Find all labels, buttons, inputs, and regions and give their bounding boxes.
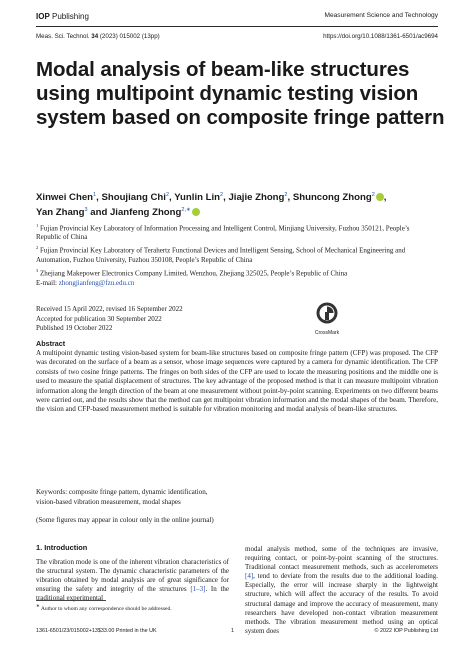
- citation: Meas. Sci. Technol. 34 (2023) 015002 (13pp): [36, 33, 160, 40]
- citation-link[interactable]: [4]: [245, 572, 254, 581]
- section-heading-introduction: 1. Introduction: [36, 543, 88, 552]
- abstract-text: A multipoint dynamic testing vision-based system for beam-like structures based on composite fringe pattern (CFP) was proposed. The CFP was decorated on the surface of a beam as a sensor, whose image sequences were captured by a camera for dynamic identification. The CFP consists of two cosine fringe patterns. The fringes on both sides of the CFP are used to locate the measuring positions and the middle one is used to measure the spatial displacement of structures. The key advantage of the proposed method is that it can measure multipoint vibration information along the length direction of the beam at one measurement without point-by-point scanning. Experiments on two different beams were carried out, and the results show that the method can get multipoint vibration information and the modal shapes of the beam. Therefore, the vision and CFP-based measurement method is suitable for vibration monitoring and modal analysis of beam-like structures.: [36, 349, 438, 414]
- date-received: Received 15 April 2022, revised 16 September 2022: [36, 305, 183, 313]
- date-published: Published 19 October 2022: [36, 324, 113, 333]
- affiliations: [36, 221, 436, 279]
- keywords-line-2: vision-based vibration measurement, modal shapes: [36, 498, 181, 506]
- email-link[interactable]: zhongjianfeng@fzu.edu.cn: [58, 279, 135, 287]
- footer-copyright: © 2022 IOP Publishing Ltd: [374, 628, 438, 634]
- publication-dates: [36, 305, 183, 334]
- footnote: ∗ Author to whom any correspondence should be addressed.: [36, 603, 172, 612]
- orcid-icon[interactable]: [376, 193, 384, 201]
- paper-title: Modal analysis of beam-like structures using multipoint dynamic testing vision system based on composite fringe pattern: [36, 58, 445, 129]
- header-rule: [36, 26, 438, 27]
- date-accepted: Accepted for publication 30 September 2022: [36, 314, 162, 323]
- author[interactable]: Yan Zhang$^3$: [36, 207, 88, 219]
- footer-issn: 1361-6501/23/015002+13$33.00 Printed in the UK: [36, 628, 157, 634]
- crossmark-icon: [316, 302, 338, 324]
- author[interactable]: Jiajie Zhong$^2$: [228, 192, 288, 204]
- crossmark-badge[interactable]: CrossMark: [312, 302, 342, 336]
- keywords-line-1: Keywords: composite fringe pattern, dynamic identification,: [36, 488, 208, 496]
- publisher-logo: IOP Publishing: [36, 12, 89, 21]
- correspondence-email: E-mail: zhongjianfeng@fzu.edu.cn: [36, 279, 135, 287]
- author[interactable]: Jianfeng Zhong$^{2,∗}$: [109, 207, 191, 219]
- citation-link[interactable]: [1–3]: [190, 585, 206, 594]
- author-list: Xinwei Chen$^1$, Shoujiang Chi$^2$, Yunlin Lin$^2$, Jiajie Zhong$^2$, Shuncong Zhong$^2$ , Yan Zhang$^3$ and Jianfeng Zhong$^{2,∗}$: [36, 192, 387, 219]
- intro-column-right: modal analysis method, some of the techniques are invasive, requiring contact, or point-by-point scanning of the structures. Traditional contact measurement methods, such as accelerometers [4], tend to deviate from the results due to the additional loading. Especially, the error will increase sharply in the lightweight structure, which will affect the accuracy of the results. To avoid structural damage and improve the accuracy of measurement, many researchers have developed non-contact vibration measurement methods. The vibration measurement method using an optical system does: [245, 545, 438, 635]
- abstract-heading: Abstract: [36, 339, 66, 348]
- affiliation: $^1$ Fujian Provincial Key Laboratory of Information Processing and Intelligent Control, Minjiang University, Fuzhou 350121, People’s Republic of China: [36, 223, 410, 242]
- author[interactable]: Xinwei Chen$^1$: [36, 192, 97, 204]
- footnote-rule: [36, 600, 106, 601]
- author[interactable]: Shoujiang Chi$^2$: [101, 192, 170, 204]
- author[interactable]: Yunlin Lin$^2$: [174, 192, 224, 204]
- colour-note: (Some figures may appear in colour only in the online journal): [36, 516, 214, 524]
- affiliation: $^2$ Fujian Provincial Key Laboratory of Terahertz Functional Devices and Intelligent Sensing, School of Mechanical Engineering and Automation, Fuzhou University, Fuzhou 350108, People’s Republic of China: [36, 245, 406, 264]
- affiliation: $^3$ Zhejiang Makepower Electronics Company Limited, Wenzhou, Zhejiang 325025, People’s Republic of China: [36, 267, 348, 277]
- orcid-icon[interactable]: [192, 208, 200, 216]
- page-number: 1: [231, 628, 234, 634]
- doi-link[interactable]: https://doi.org/10.1088/1361-6501/ac9694: [323, 33, 438, 40]
- journal-name: Measurement Science and Technology: [324, 12, 438, 19]
- author[interactable]: Shuncong Zhong$^2$: [292, 192, 375, 204]
- intro-column-left: The vibration mode is one of the inherent vibration characteristics of the structural system. The dynamic characteristic parameters of the vibration obtained by modal analysis are of great significance for ensuring the safety and integrity of the structures [1–3]. In the traditional experimental: [36, 558, 229, 603]
